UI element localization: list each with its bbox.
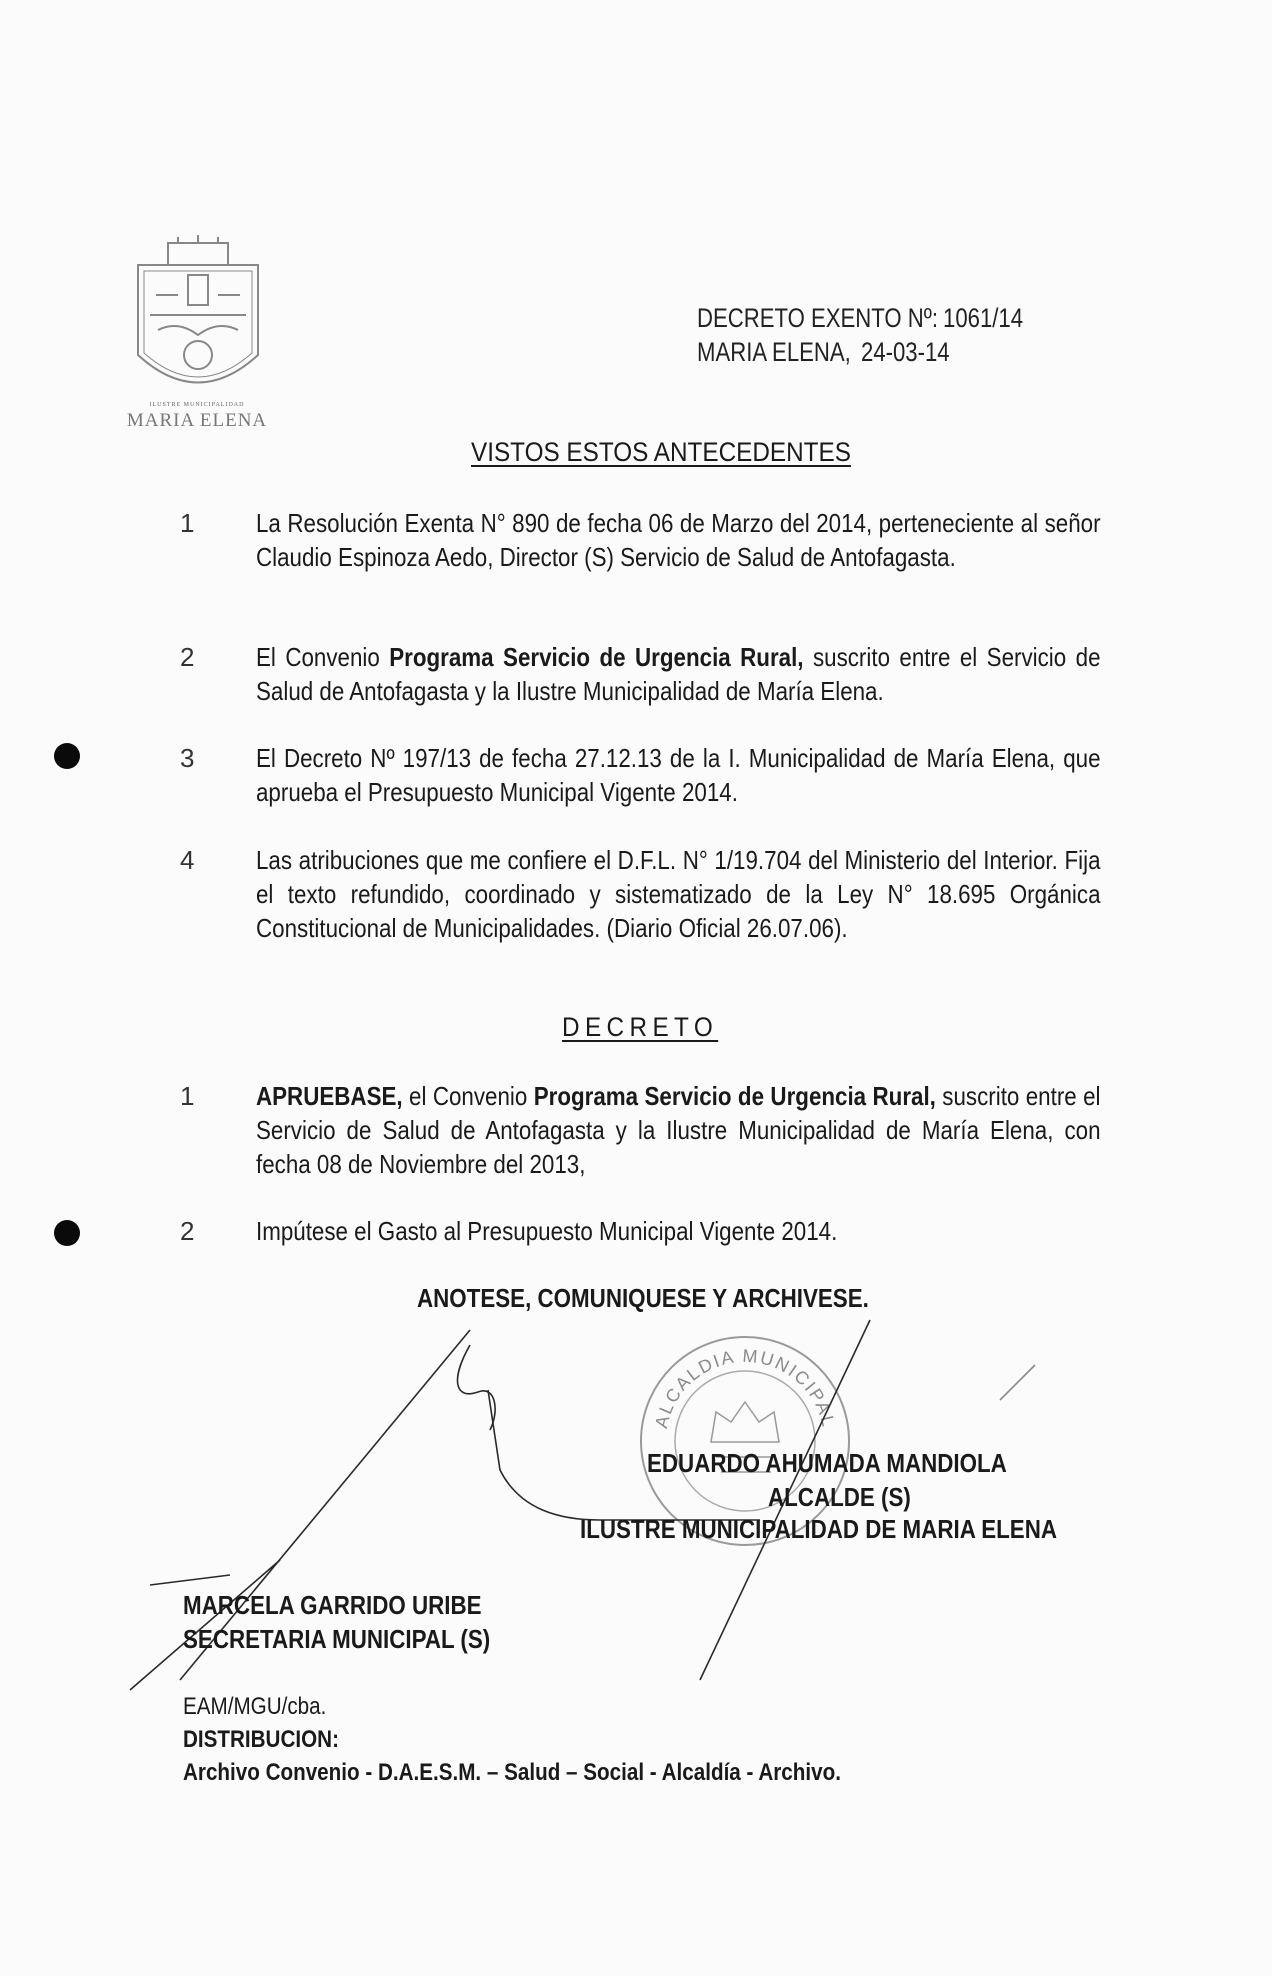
decreto-item-number: 1	[180, 1081, 195, 1111]
decreto-title: DECRETO	[562, 1012, 719, 1042]
place-date-line	[697, 337, 950, 368]
decreto-item-text-post: suscrito entre el Servicio de Salud de Antofagasta y la Ilustre Municipalidad de María Elena, con fecha 08 de Noviembre del 2013,	[256, 1081, 1101, 1179]
logo-name: MARIA ELENA	[126, 410, 268, 431]
logo-caption: ILUSTRE MUNICIPALIDAD	[149, 402, 245, 408]
program-name: Programa Servicio de Urgencia Rural,	[389, 642, 804, 672]
vistos-title: VISTOS ESTOS ANTECEDENTES	[471, 437, 851, 467]
decree-number-line	[697, 303, 1023, 334]
vistos-item-text: El Decreto Nº 197/13 de fecha 27.12.13 de la I. Municipalidad de María Elena, que aprueba el Presupuesto Municipal Vigente 2014.	[256, 743, 1101, 807]
vistos-item-number: 1	[180, 508, 195, 538]
punch-hole	[54, 1220, 80, 1246]
vistos-item-text-post: suscrito entre el Servicio de Salud de Antofagasta y la Ilustre Municipalidad de María Elena.	[256, 642, 1101, 706]
vistos-item-number: 4	[180, 845, 195, 875]
closing-formula: ANOTESE, COMUNIQUESE Y ARCHIVESE.	[417, 1283, 869, 1313]
vistos-item-text	[256, 640, 1101, 708]
vistos-item-number: 2	[180, 642, 195, 672]
signature-stroke	[1000, 1365, 1035, 1400]
reference-initials: EAM/MGU/cba.	[183, 1693, 327, 1720]
signature-stroke	[458, 1345, 496, 1430]
mayor-name: EDUARDO AHUMADA MANDIOLA	[647, 1448, 1007, 1478]
vistos-item-text: La Resolución Exenta N° 890 de fecha 06 de Marzo del 2014, perteneciente al señor Claudio Espinoza Aedo, Director (S) Servicio de Salud de Antofagasta.	[256, 508, 1101, 572]
decree-number: 1061/14	[943, 303, 1024, 333]
distribution-label: DISTRIBUCION:	[183, 1726, 339, 1753]
secretary-title: SECRETARIA MUNICIPAL (S)	[183, 1624, 491, 1654]
decree-label: DECRETO EXENTO Nº:	[697, 303, 939, 333]
decreto-item-number: 2	[180, 1216, 195, 1246]
vistos-item-text-pre: El Convenio	[256, 642, 390, 672]
decreto-item-text: Impútese el Gasto al Presupuesto Municipal Vigente 2014.	[256, 1216, 838, 1246]
decreto-item-text	[256, 1079, 1101, 1181]
program-name: Programa Servicio de Urgencia Rural,	[533, 1081, 936, 1111]
approve-keyword: APRUEBASE,	[256, 1081, 403, 1111]
distribution-list: Archivo Convenio - D.A.E.S.M. – Salud – Social - Alcaldía - Archivo.	[183, 1759, 841, 1786]
place-label: MARIA ELENA,	[697, 337, 851, 367]
punch-hole	[54, 743, 80, 769]
stamp-text: ALCALDIA MUNICIPAL	[651, 1345, 839, 1431]
decree-date: 24-03-14	[861, 337, 950, 367]
vistos-item-text: Las atribuciones que me confiere el D.F.L. N° 1/19.704 del Ministerio del Interior. Fija el texto refundido, coordinado y sistematizado de la Ley N° 18.695 Orgánica Constitucional de Municipalidades. (Diario Oficial 26.07.06).	[256, 845, 1101, 943]
mayor-title: ALCALDE (S)	[768, 1482, 911, 1512]
decreto-item-text-mid: el Convenio	[402, 1081, 534, 1111]
mayor-institution: ILUSTRE MUNICIPALIDAD DE MARIA ELENA	[580, 1514, 1058, 1544]
secretary-name: MARCELA GARRIDO URIBE	[183, 1590, 482, 1620]
vistos-item-number: 3	[180, 743, 195, 773]
